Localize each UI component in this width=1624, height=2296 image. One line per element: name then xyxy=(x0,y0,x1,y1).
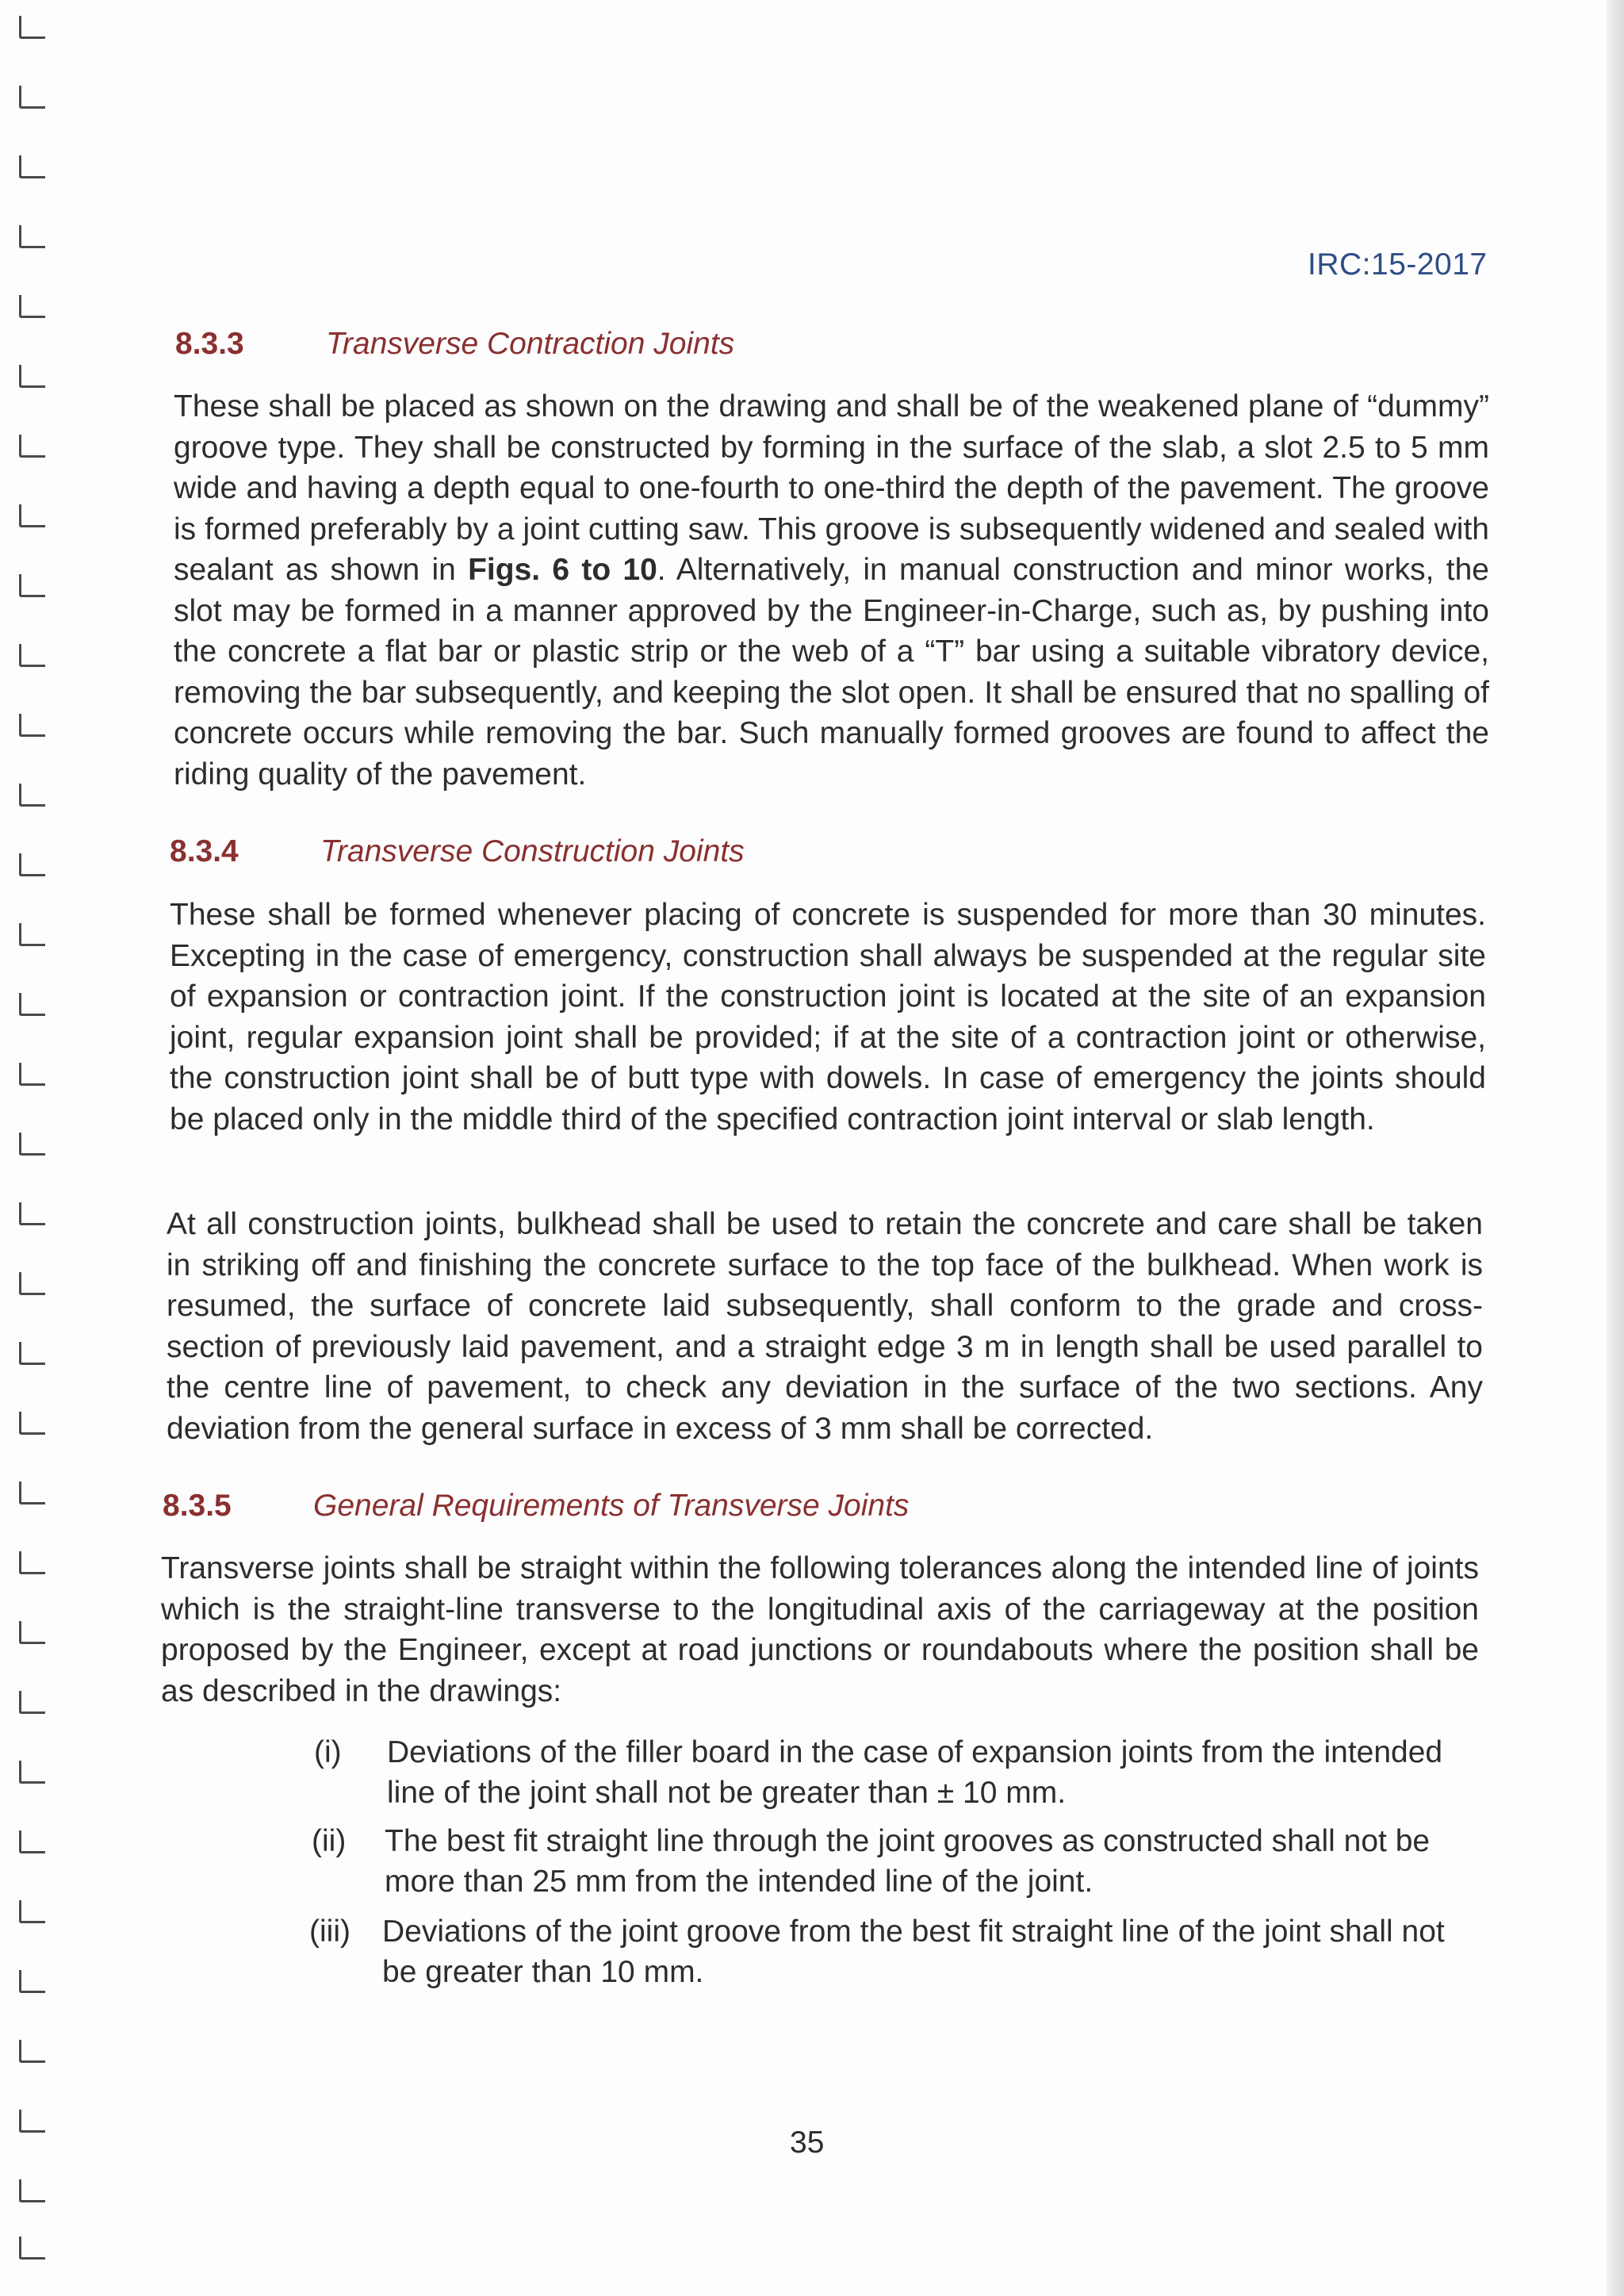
binding-ring xyxy=(19,1202,45,1225)
binding-ring xyxy=(19,1342,45,1365)
section-heading-8-3-5 xyxy=(163,1489,909,1524)
binding-ring xyxy=(19,1830,45,1853)
section-title: Transverse Construction Joints xyxy=(320,834,745,868)
binding-ring xyxy=(19,1761,45,1784)
binding-ring xyxy=(19,295,45,318)
section-title: General Requirements of Transverse Joints xyxy=(313,1489,910,1523)
binding-ring xyxy=(19,784,45,807)
list-marker: (ii) xyxy=(312,1824,347,1858)
paragraph-8-3-3 xyxy=(174,386,1489,795)
binding-ring xyxy=(19,504,45,527)
page-number: 35 xyxy=(790,2125,825,2160)
paragraph-8-3-4-a: These shall be formed whenever placing of concrete is suspended for more than 30 minutes. Excepting in the case of emergency, construction shall always be suspended at the regular site of expansion or contraction joint. If the construction joint is located at the site of an expansion joint, regular expansion joint shall be provided; if at the site of a contraction joint or otherwise, the construction joint shall be of butt type with dowels. In case of emergency the joints should be placed only in the middle third of the specified contraction joint interval or slab length. xyxy=(170,898,1486,1137)
section-heading-8-3-3 xyxy=(175,327,734,362)
list-item xyxy=(312,1821,1477,1908)
section-number: 8.3.3 xyxy=(175,327,244,361)
list-marker: (i) xyxy=(314,1735,342,1769)
binding-ring xyxy=(19,1063,45,1086)
binding-ring xyxy=(19,2110,45,2133)
binding-ring xyxy=(19,86,45,109)
paragraph-8-3-4-b: At all construction joints, bulkhead shall be used to retain the concrete and care shall be taken in striking off and finishing the concrete surface to the top face of the bulkhead. When work is resumed, the surface of concrete laid subsequently, shall conform to the grade and cross-section of previously laid pavement, and a straight edge 3 m in length shall be used parallel to the centre line of pavement, to check any deviation in the surface of the two sections. Any deviation from the general surface in excess of 3 mm shall be corrected. xyxy=(167,1207,1483,1446)
list-marker: (iii) xyxy=(309,1915,350,1949)
list-text: Deviations of the filler board in the case of expansion joints from the intended line of the joint shall not be greater than ± 10 mm. xyxy=(387,1735,1443,1810)
figure-reference: Figs. 6 to 10 xyxy=(468,553,657,587)
paragraph-text: . Alternatively, in manual construction and minor works, the slot may be formed in a manner approved by the Engineer-in-Charge, such as, by pushing into the concrete a flat bar or plastic strip or the web of a “T” bar using a suitable vibratory device, removing the bar subsequently, and keeping the slot open. It shall be ensured that no spalling of concrete occurs while removing the bar. Such manually formed grooves are found to affect the riding quality of the pavement. xyxy=(174,553,1489,792)
binding-ring xyxy=(19,1551,45,1574)
binding-ring xyxy=(19,1481,45,1504)
binding-ring xyxy=(19,225,45,248)
spiral-binding xyxy=(11,16,56,2268)
page-edge-shadow xyxy=(1607,0,1624,2296)
list-text: Deviations of the joint groove from the best fit straight line of the joint shall not be greater than 10 mm. xyxy=(382,1915,1445,1989)
binding-ring xyxy=(19,155,45,178)
binding-ring xyxy=(19,435,45,458)
binding-ring xyxy=(19,1621,45,1644)
section-number: 8.3.4 xyxy=(170,834,239,868)
binding-ring xyxy=(19,923,45,946)
list-text: The best fit straight line through the joint grooves as constructed shall not be more than 25 mm from the intended line of the joint. xyxy=(385,1824,1431,1899)
binding-ring xyxy=(19,1412,45,1435)
binding-ring xyxy=(19,1272,45,1295)
list-item xyxy=(309,1911,1475,1999)
binding-ring xyxy=(19,993,45,1016)
binding-ring xyxy=(19,16,45,39)
binding-ring xyxy=(19,644,45,667)
binding-ring xyxy=(19,574,45,597)
binding-ring xyxy=(19,1691,45,1714)
binding-ring xyxy=(19,853,45,876)
binding-ring xyxy=(19,1970,45,1993)
binding-ring xyxy=(19,365,45,388)
paragraph-8-3-5: Transverse joints shall be straight within the following tolerances along the intended line of joints which is the straight-line transverse to the longitudinal axis of the carriageway at the position proposed by the Engineer, except at road junctions or roundabouts where the position shall be as described in the drawings: xyxy=(161,1551,1479,1708)
document-code: IRC:15-2017 xyxy=(1308,247,1488,282)
section-heading-8-3-4 xyxy=(170,834,745,869)
section-title: Transverse Contraction Joints xyxy=(326,327,735,361)
binding-ring xyxy=(19,1900,45,1923)
binding-ring xyxy=(19,2237,45,2260)
binding-ring xyxy=(19,1133,45,1156)
binding-ring xyxy=(19,2179,45,2202)
binding-ring xyxy=(19,714,45,737)
binding-ring xyxy=(19,2040,45,2063)
list-item xyxy=(314,1732,1480,1819)
section-number: 8.3.5 xyxy=(163,1489,232,1523)
paragraph-text: These shall be placed as shown on the drawing and shall be of the weakened plane of “dummy” groove type. They shall be constructed by forming in the surface of the slab, a slot 2.5 to 5 mm wide and having a depth equal to one-fourth to one-third the depth of the pavement. The groove is formed preferably by a joint cutting saw. This groove is subsequently widened and sealed with sealant as shown in xyxy=(174,389,1489,587)
